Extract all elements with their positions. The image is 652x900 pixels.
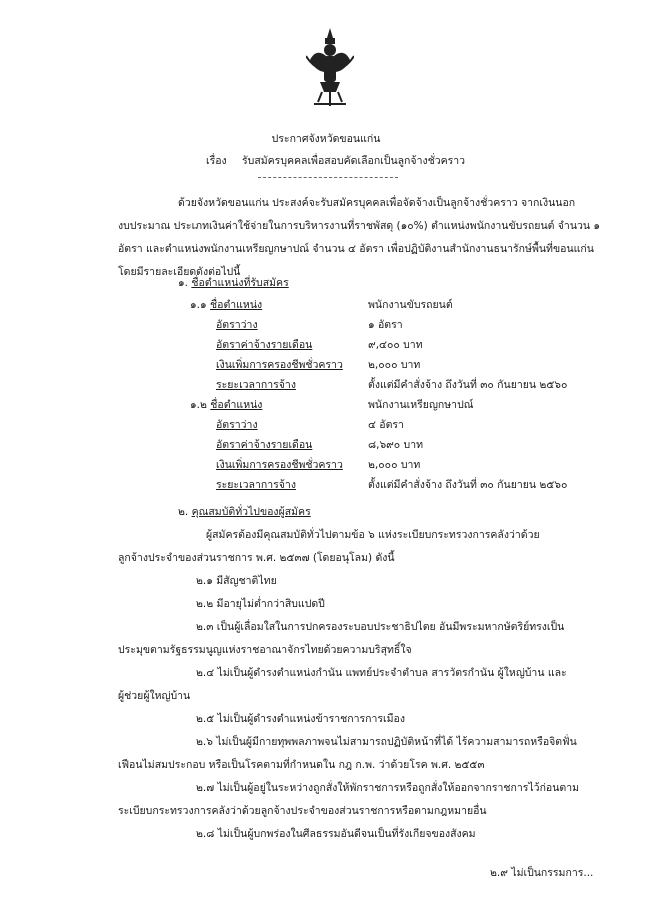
row-label: ระยะเวลาการจ้าง: [216, 479, 296, 491]
subject-label: เรื่อง: [206, 155, 227, 167]
section1-number: ๑.: [178, 277, 189, 289]
section2-heading: [178, 503, 311, 520]
row-value: ๙,๔๐๐ บาท: [368, 339, 423, 351]
qualification-item-cont: ระเบียบกระทรวงการคลังว่าด้วยลูกจ้างประจำของส่วนราชการหรือตามกฎหมายอื่น: [118, 805, 487, 817]
qualification-item: ๒.๑ มีสัญชาติไทย: [196, 575, 277, 587]
position-name: พนักงานขับรถยนต์: [368, 299, 453, 311]
row-value: ๘,๖๙๐ บาท: [368, 439, 424, 451]
section2-title: คุณสมบัติทั่วไปของผู้สมัคร: [191, 506, 311, 518]
subject-line: [206, 152, 465, 169]
row-value: ๑ อัตรา: [368, 319, 403, 331]
garuda-emblem-icon: [306, 26, 354, 110]
intro-line: อัตรา และตำแหน่งพนักงานเหรียญกษาปณ์ จำนวน ๔ อัตรา เพื่อปฏิบัติงานสำนักงานธนารักษ์พื้นที่ขอนแก่น: [118, 243, 594, 255]
position-heading: [190, 296, 262, 313]
intro-line: ด้วยจังหวัดขอนแก่น ประสงค์จะรับสมัครบุคคลเพื่อจัดจ้างเป็นลูกจ้างชั่วคราว จากเงินนอก: [178, 197, 576, 209]
qualification-item: ๒.๒ มีอายุไม่ต่ำกว่าสิบแปดปี: [196, 598, 325, 610]
row-value: ๒,๐๐๐ บาท: [368, 459, 421, 471]
section2-intro-line: ผู้สมัครต้องมีคุณสมบัติทั่วไปตามข้อ ๖ แห่งระเบียบกระทรวงการคลังว่าด้วย: [206, 529, 540, 541]
row-label: อัตราว่าง: [216, 419, 258, 431]
position-heading: [190, 396, 262, 413]
row-label: อัตราค่าจ้างรายเดือน: [216, 439, 313, 451]
qualification-item-cont: เฟือนไม่สมประกอบ หรือเป็นโรคตามที่กำหนดใน กฎ ก.พ. ว่าด้วยโรค พ.ศ. ๒๕๕๓: [118, 759, 485, 771]
continuation-text: ๒.๙ ไม่เป็นกรรมการ...: [490, 867, 594, 879]
issuer-title: ประกาศจังหวัดขอนแก่น: [271, 133, 381, 145]
row-value: ตั้งแต่มีคำสั่งจ้าง ถึงวันที่ ๓๐ กันยายน ๒๕๖๐: [368, 479, 568, 491]
section1-title: ชื่อตำแหน่งที่รับสมัคร: [191, 277, 289, 289]
row-label: เงินเพิ่มการครองชีพชั่วคราว: [216, 459, 343, 471]
position-number: ๑.๑: [190, 299, 207, 311]
position-name: พนักงานเหรียญกษาปณ์: [368, 399, 474, 411]
row-label: ระยะเวลาการจ้าง: [216, 379, 296, 391]
position-name-label: ชื่อตำแหน่ง: [210, 399, 263, 411]
intro-line: งบประมาณ ประเภทเงินค่าใช้จ่ายในการบริหารงานที่ราชพัสดุ (๑๐%) ตำแหน่งพนักงานขับรถยนต์ จำนวน ๑: [118, 220, 601, 232]
section2-intro-line: ลูกจ้างประจำของส่วนราชการ พ.ศ. ๒๕๓๗ (โดยอนุโลม) ดังนี้: [118, 552, 395, 564]
qualification-item: ๒.๖ ไม่เป็นผู้มีกายทุพพลภาพจนไม่สามารถปฏิบัติหน้าที่ได้ ไร้ความสามารถหรือจิตฟั่น: [196, 736, 577, 748]
subject-text: รับสมัครบุคคลเพื่อสอบคัดเลือกเป็นลูกจ้างชั่วคราว: [242, 155, 466, 167]
qualification-item: ๒.๗ ไม่เป็นผู้อยู่ในระหว่างถูกสั่งให้พักราชการหรือถูกสั่งให้ออกจากราชการไว้ก่อนตาม: [196, 782, 580, 794]
row-label: อัตราค่าจ้างรายเดือน: [216, 339, 313, 351]
intro-line: โดยมีรายละเอียดดังต่อไปนี้: [118, 266, 241, 278]
row-label: อัตราว่าง: [216, 319, 258, 331]
qualification-item: ๒.๓ เป็นผู้เลื่อมใสในการปกครองระบอบประชาธิปไตย อันมีพระมหากษัตริย์ทรงเป็น: [196, 621, 565, 633]
section2-number: ๒.: [178, 506, 189, 518]
qualification-item: ๒.๘ ไม่เป็นผู้บกพร่องในศีลธรรมอันดีจนเป็นที่รังเกียจของสังคม: [196, 828, 476, 840]
qualification-item: ๒.๕ ไม่เป็นผู้ดำรงตำแหน่งข้าราชการการเมือง: [196, 713, 405, 725]
row-label: เงินเพิ่มการครองชีพชั่วคราว: [216, 359, 343, 371]
qualification-item-cont: ประมุขตามรัฐธรรมนูญแห่งราชอาณาจักรไทยด้วยความบริสุทธิ์ใจ: [118, 644, 412, 656]
position-name-label: ชื่อตำแหน่ง: [210, 299, 263, 311]
row-value: ๔ อัตรา: [368, 419, 404, 431]
row-value: ตั้งแต่มีคำสั่งจ้าง ถึงวันที่ ๓๐ กันยายน ๒๕๖๐: [368, 379, 568, 391]
qualification-item: ๒.๔ ไม่เป็นผู้ดำรงตำแหน่งกำนัน แพทย์ประจำตำบล สารวัตรกำนัน ผู้ใหญ่บ้าน และ: [196, 667, 567, 679]
section1-heading: [178, 274, 289, 291]
position-number: ๑.๒: [190, 399, 207, 411]
qualification-item-cont: ผู้ช่วยผู้ใหญ่บ้าน: [118, 690, 191, 702]
header-divider: [258, 177, 398, 178]
row-value: ๒,๐๐๐ บาท: [368, 359, 421, 371]
